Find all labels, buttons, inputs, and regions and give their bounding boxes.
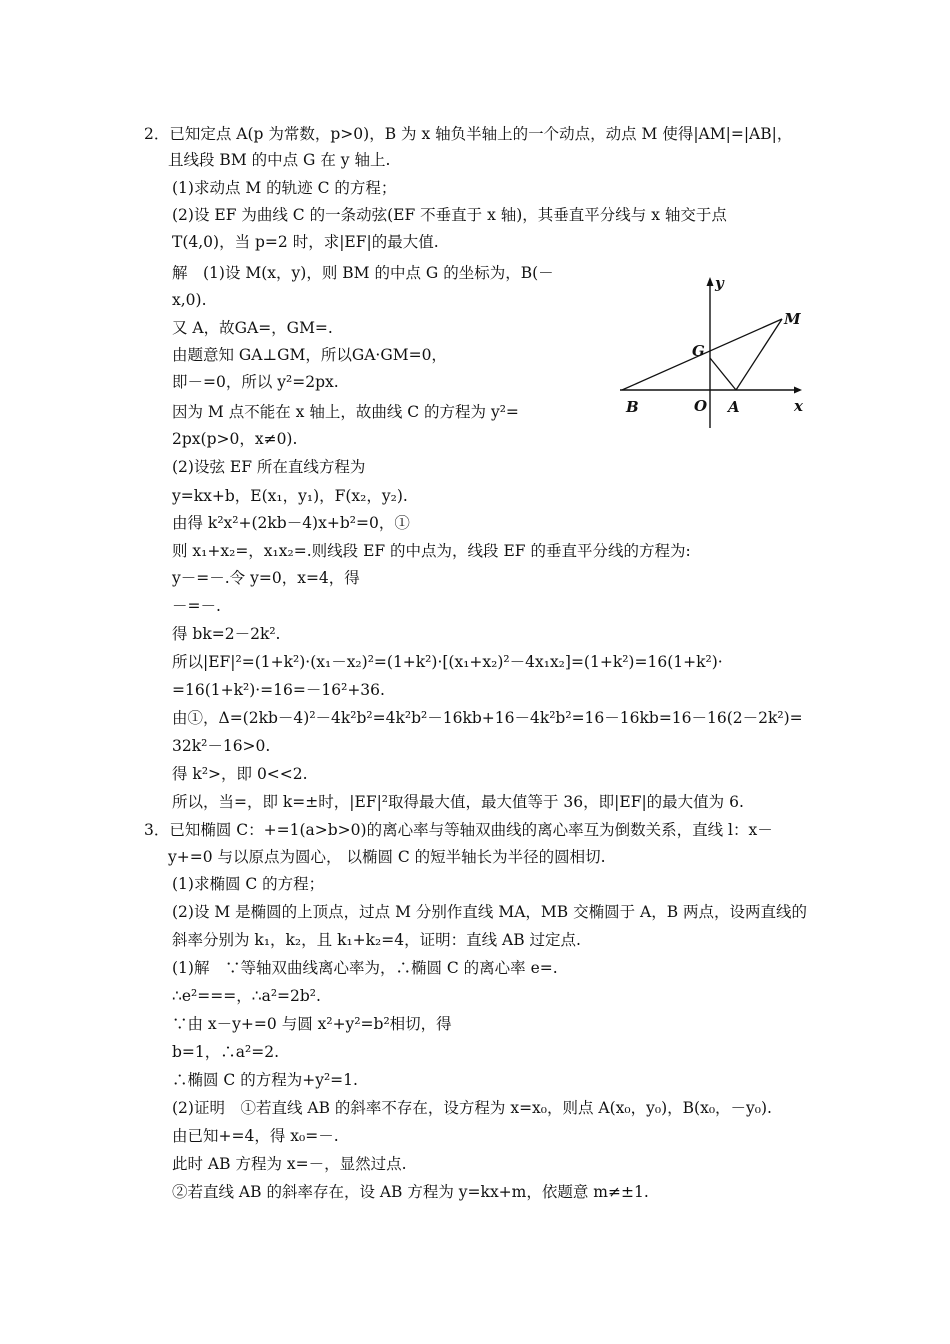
p2-line-17: y－=－.令 y=0，x=4，得 (172, 569, 360, 587)
label-x-axis: x (794, 397, 803, 415)
p3-line-6: (1)解 ∵等轴双曲线离心率为，∴椭圆 C 的离心率 e=. (172, 959, 558, 977)
p3-line-5: 斜率分别为 k₁，k₂，且 k₁+k₂=4，证明：直线 AB 过定点. (172, 931, 581, 949)
p2-line-1: 2．已知定点 A(p 为常数，p>0)，B 为 x 轴负半轴上的一个动点，动点 M 使得|AM|=|AB|， (144, 125, 793, 143)
p3-line-12: 由已知+=4，得 x₀=－. (172, 1127, 339, 1145)
p3-line-10: ∴椭圆 C 的方程为+y²=1. (172, 1071, 358, 1089)
p2-line-7: x,0). (172, 291, 207, 309)
p3-line-3: (1)求椭圆 C 的方程； (172, 875, 325, 893)
label-point-a: A (728, 398, 740, 416)
p3-line-7: ∴e²===，∴a²=2b². (172, 987, 321, 1005)
p2-line-4: (2)设 EF 为曲线 C 的一条动弦(EF 不垂直于 x 轴)，其垂直平分线与 x 轴交于点 (172, 206, 727, 224)
x-axis-arrow-icon (794, 387, 802, 394)
p3-line-2: y+=0 与以原点为圆心， 以椭圆 C 的短半轴长为半径的圆相切. (168, 848, 606, 866)
p2-line-25: 所以，当=，即 k=±时，|EF|²取得最大值，最大值等于 36，即|EF|的最大值为 6. (172, 793, 744, 811)
p2-line-9: 由题意知 GA⊥GM，所以GA·GM=0， (172, 346, 447, 364)
p2-line-16: 则 x₁+x₂=，x₁x₂=.则线段 EF 的中点为，线段 EF 的垂直平分线的方程为: (172, 542, 691, 560)
label-point-b: B (626, 398, 639, 416)
label-point-m: M (784, 310, 801, 328)
label-point-g: G (692, 342, 705, 360)
p2-line-8: 又 A，故GA=，GM=. (172, 319, 333, 337)
p2-line-24: 得 k²>，即 0<<2. (172, 765, 308, 783)
p2-line-2: 且线段 BM 的中点 G 在 y 轴上. (168, 151, 391, 169)
p2-line-15: 由得 k²x²+(2kb－4)x+b²=0，① (172, 514, 410, 532)
y-axis-arrow-icon (707, 277, 714, 286)
p3-line-11: (2)证明 ①若直线 AB 的斜率不存在，设方程为 x=x₀，则点 A(x₀，y₀)，B(x₀，－y₀). (172, 1099, 772, 1117)
p3-line-14: ②若直线 AB 的斜率存在，设 AB 方程为 y=kx+m，依题意 m≠±1. (172, 1183, 649, 1201)
segment-ga (710, 358, 736, 390)
p3-line-4: (2)设 M 是椭圆的上顶点，过点 M 分别作直线 MA，MB 交椭圆于 A，B 两点，设两直线的 (172, 903, 808, 921)
p2-line-14: y=kx+b，E(x₁，y₁)，F(x₂，y₂). (172, 487, 408, 505)
p2-line-22: 由①，Δ=(2kb－4)²－4k²b²=4k²b²－16kb+16－4k²b²=16－16kb=16－16(2－2k²)= (172, 709, 803, 727)
p2-line-11: 因为 M 点不能在 x 轴上，故曲线 C 的方程为 y²= (172, 403, 519, 421)
p2-line-6: 解 (1)设 M(x，y)，则 BM 的中点 G 的坐标为，B(－ (172, 264, 554, 282)
p2-line-10: 即－=0，所以 y²=2px. (172, 373, 339, 391)
p2-line-13: (2)设弦 EF 所在直线方程为 (172, 458, 366, 476)
p2-line-12: 2px(p>0，x≠0). (172, 430, 298, 448)
p2-line-5: T(4,0)，当 p=2 时，求|EF|的最大值. (172, 233, 439, 251)
p3-line-9: b=1，∴a²=2. (172, 1043, 280, 1061)
p2-line-20: 所以|EF|²=(1+k²)·(x₁－x₂)²=(1+k²)·[(x₁+x₂)²－4x₁x₂]=(1+k²)=16(1+k²)· (172, 653, 723, 671)
label-y-axis: y (715, 274, 724, 292)
p2-line-23: 32k²－16>0. (172, 737, 271, 755)
p3-line-8: ∵由 x－y+=0 与圆 x²+y²=b²相切，得 (172, 1015, 452, 1033)
p3-line-1: 3．已知椭圆 C：+=1(a>b>0)的离心率与等轴双曲线的离心率互为倒数关系，直线 l：x－ (144, 821, 773, 839)
p3-line-13: 此时 AB 方程为 x=－，显然过点. (172, 1155, 407, 1173)
geometry-diagram (612, 272, 812, 434)
p2-line-19: 得 bk=2－2k². (172, 625, 281, 643)
p2-line-21: =16(1+k²)·=16=－16²+36. (172, 681, 385, 699)
label-point-o: O (694, 397, 708, 415)
p2-line-3: (1)求动点 M 的轨迹 C 的方程； (172, 179, 397, 197)
p2-line-18: －=－. (172, 597, 221, 615)
